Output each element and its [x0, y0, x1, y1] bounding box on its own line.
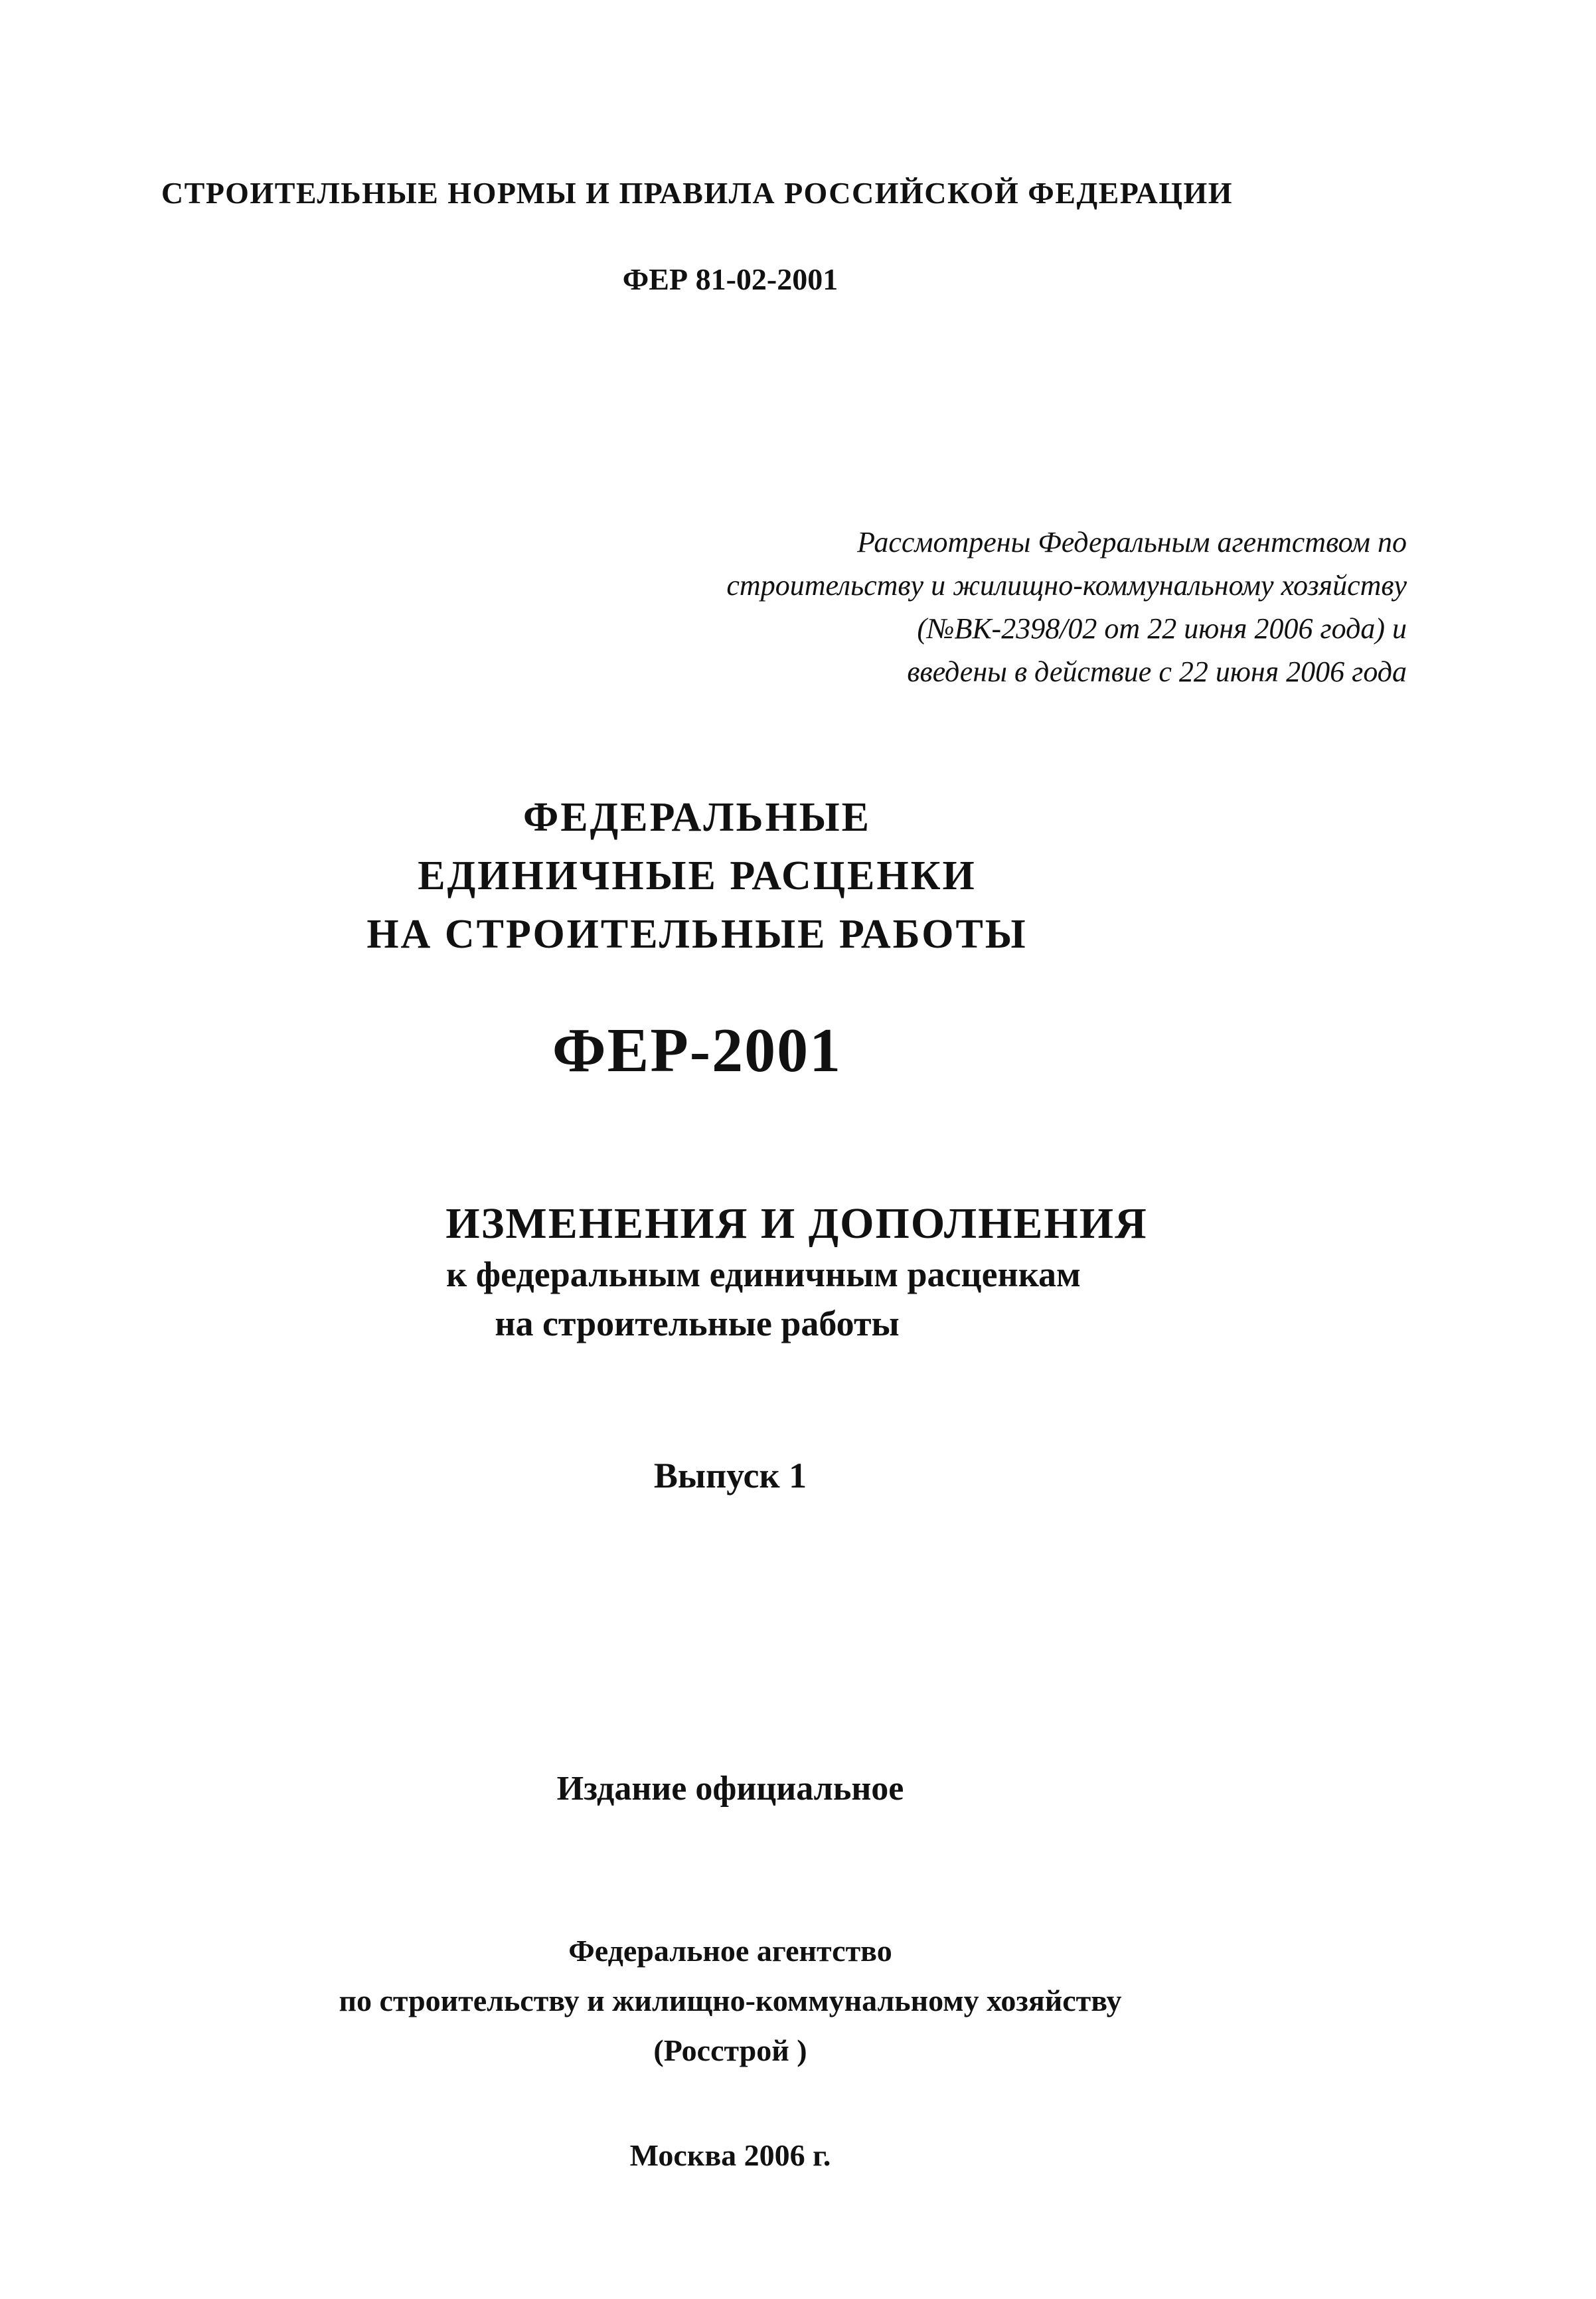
main-code: ФЕР-2001	[552, 1016, 842, 1085]
changes-subtitle-line: к федеральным единичным расценкам	[446, 1254, 1081, 1294]
approval-note-line: (№ВК-2398/02 от 22 июня 2006 года) и	[917, 612, 1407, 645]
issue-number: Выпуск 1	[653, 1456, 807, 1495]
publisher-line: по строительству и жилищно-коммунальному хозяйству	[339, 1984, 1122, 2017]
city-year: Москва 2006 г.	[629, 2138, 831, 2172]
main-title-line: ФЕДЕРАЛЬНЫЕ	[523, 795, 871, 840]
main-title-line: НА СТРОИТЕЛЬНЫЕ РАБОТЫ	[366, 912, 1028, 957]
approval-note-line: строительству и жилищно-коммунальному хозяйству	[726, 569, 1407, 602]
approval-note-line: введены в действие с 22 июня 2006 года	[907, 655, 1407, 688]
approval-note-line: Рассмотрены Федеральным агентством по	[857, 526, 1407, 558]
main-title-line: ЕДИНИЧНЫЕ РАСЦЕНКИ	[418, 853, 977, 898]
document-code: ФЕР 81-02-2001	[622, 262, 838, 296]
changes-title: ИЗМЕНЕНИЯ И ДОПОЛНЕНИЯ	[445, 1199, 1148, 1248]
standards-header: СТРОИТЕЛЬНЫЕ НОРМЫ И ПРАВИЛА РОССИЙСКОЙ ФЕДЕРАЦИИ	[161, 176, 1234, 210]
publisher-line: (Росстрой )	[653, 2033, 807, 2067]
changes-subtitle-line: на строительные работы	[495, 1304, 900, 1343]
publisher-line: Федеральное агентство	[568, 1934, 892, 1968]
edition-label: Издание официальное	[556, 1770, 904, 1808]
